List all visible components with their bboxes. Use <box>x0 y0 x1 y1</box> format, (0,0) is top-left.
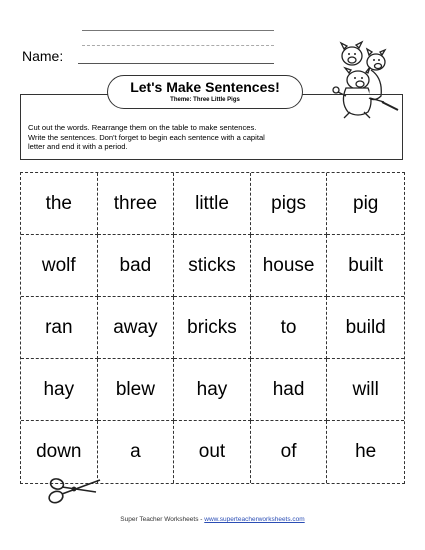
instructions-text <box>28 123 368 152</box>
instructions-line-3: letter and end it with a period. <box>28 142 128 152</box>
scissors-icon <box>46 474 104 510</box>
word-card[interactable]: will <box>327 359 404 421</box>
worksheet-title: Let's Make Sentences! <box>130 79 280 95</box>
word-card[interactable]: of <box>251 421 328 483</box>
word-card[interactable]: three <box>98 173 175 235</box>
word-card[interactable]: out <box>174 421 251 483</box>
word-card[interactable]: little <box>174 173 251 235</box>
name-guide-top-line <box>82 30 274 31</box>
word-card[interactable]: bricks <box>174 297 251 359</box>
instructions-line-1: Cut out the words. Rearrange them on the table to make sentences. <box>28 123 257 132</box>
word-card[interactable]: hay <box>174 359 251 421</box>
footer <box>0 516 425 523</box>
footer-separator: - <box>200 516 203 523</box>
word-card[interactable]: hay <box>21 359 98 421</box>
worksheet-theme: Theme: Three Little Pigs <box>170 97 240 103</box>
word-card[interactable]: built <box>327 235 404 297</box>
footer-brand: Super Teacher Worksheets <box>120 516 199 523</box>
word-card[interactable]: had <box>251 359 328 421</box>
word-card[interactable]: ran <box>21 297 98 359</box>
word-card[interactable]: a <box>98 421 175 483</box>
name-guide-dashed-line <box>82 45 274 46</box>
name-guide-base-line[interactable] <box>78 63 274 64</box>
word-cutout-grid <box>20 172 405 484</box>
word-card[interactable]: he <box>355 441 377 462</box>
word-card[interactable]: house <box>251 235 328 297</box>
word-card[interactable]: blew <box>98 359 175 421</box>
word-card[interactable]: pig <box>327 173 404 235</box>
word-card[interactable]: away <box>98 297 175 359</box>
name-label: Name: <box>22 48 64 64</box>
word-card[interactable]: pigs <box>251 173 328 235</box>
word-card[interactable]: build <box>327 297 404 359</box>
footer-website-link[interactable]: www.superteacherworksheets.com <box>204 516 305 523</box>
word-card[interactable]: the <box>21 173 98 235</box>
instructions-line-2: Write the sentences. Don't forget to begin each sentence with a capital <box>28 132 265 142</box>
word-card[interactable]: down <box>21 421 98 483</box>
word-card[interactable]: sticks <box>174 235 251 297</box>
title-banner <box>107 75 303 109</box>
word-card[interactable]: bad <box>98 235 175 297</box>
word-card[interactable]: wolf <box>21 235 98 297</box>
word-card[interactable]: to <box>251 297 328 359</box>
